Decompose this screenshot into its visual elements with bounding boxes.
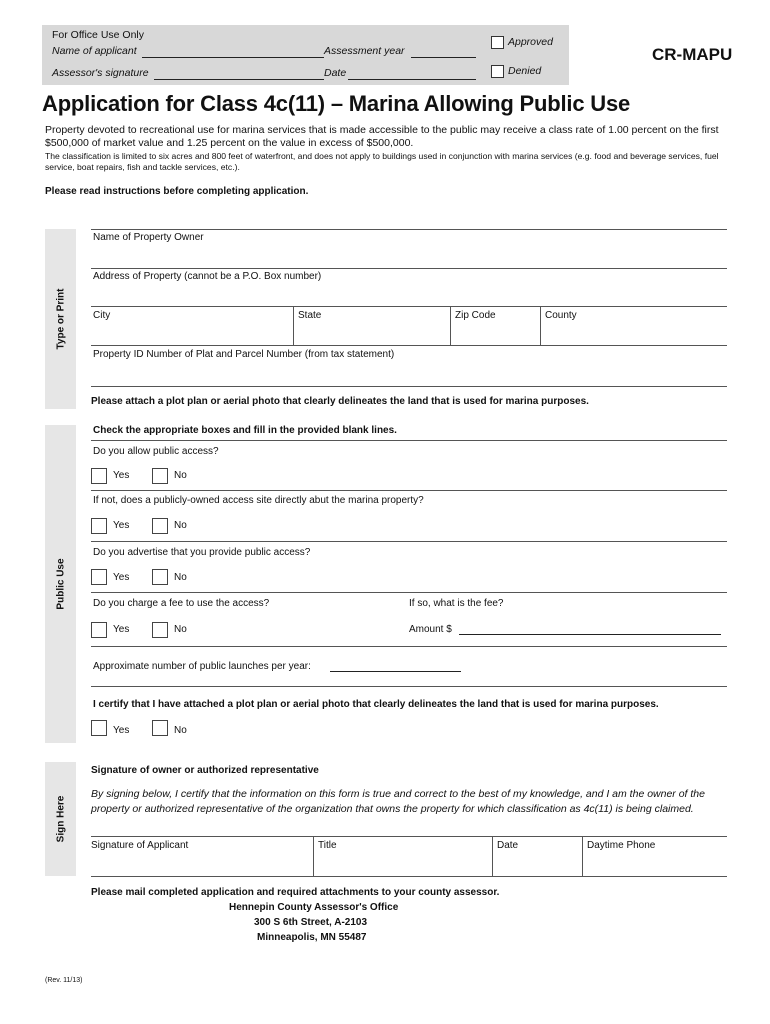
mail-line-1: Hennepin County Assessor's Office xyxy=(229,902,399,913)
attach-note: Please attach a plot plan or aerial photo that clearly delineates the land that is used for marina purposes. xyxy=(91,396,589,407)
q2-yes-label: Yes xyxy=(113,520,130,531)
office-use-box xyxy=(42,25,569,85)
title-label: Title xyxy=(318,840,337,851)
amount-field[interactable] xyxy=(459,634,721,635)
mail-instruction: Please mail completed application and required attachments to your county assessor. xyxy=(91,887,500,898)
city-label: City xyxy=(93,310,111,321)
type-or-print-tab-label: Type or Print xyxy=(55,288,66,350)
q3-yes-label: Yes xyxy=(113,572,130,583)
certification-statement: By signing below, I certify that the information on this form is true and correct to the best of my knowledge, and I am the owner of the property or authorized representative of the organization that owns the property for which classification as 4c(11) is being claimed. xyxy=(91,788,705,815)
mail-line-2: 300 S 6th Street, A-2103 xyxy=(254,917,368,928)
denied-checkbox[interactable] xyxy=(491,65,504,78)
q2-no-checkbox[interactable] xyxy=(152,518,168,534)
divider xyxy=(293,306,294,345)
address-label: Address of Property (cannot be a P.O. Box number) xyxy=(93,271,322,282)
approved-label: Approved xyxy=(508,36,553,48)
sign-here-tab-label: Sign Here xyxy=(55,795,66,843)
sign-here-tab xyxy=(45,762,76,876)
intro-paragraph: Property devoted to recreational use for marina services that is made accessible to the public may receive a class rate of 1.00 percent on the first $500,000 of market value and 1.25 percent on the value in excess of $500,000. xyxy=(45,124,719,149)
public-use-tab-label: Public Use xyxy=(55,558,66,610)
form-code: CR-MAPU xyxy=(652,45,733,64)
zip-label: Zip Code xyxy=(455,310,496,321)
city-state-zip-field[interactable] xyxy=(91,345,727,346)
q2-yes-checkbox[interactable] xyxy=(91,518,107,534)
sign-date-label: Date xyxy=(497,840,519,851)
signature-applicant-label: Signature of Applicant xyxy=(91,840,189,851)
assessment-year-label: Assessment year xyxy=(324,45,405,57)
divider xyxy=(91,646,727,647)
divider xyxy=(313,836,314,876)
revision-note: (Rev. 11/13) xyxy=(45,977,83,984)
divider xyxy=(91,541,727,542)
certify-yes-label: Yes xyxy=(113,725,130,736)
q1-yes-label: Yes xyxy=(113,470,130,481)
office-use-heading: For Office Use Only xyxy=(52,29,144,41)
amount-label: Amount $ xyxy=(409,624,452,635)
classification-note: The classification is limited to six acres and 800 feet of waterfront, and does not apply to buildings used in conjunction with marina services (e.g. food and beverage services, fuel service, boat repairs, fish and tackle services, etc.). xyxy=(45,151,719,172)
question-fee: Do you charge a fee to use the access? xyxy=(93,598,270,609)
public-use-tab xyxy=(45,425,76,743)
applicant-name-field[interactable] xyxy=(142,57,324,58)
certify-attachment: I certify that I have attached a plot plan or aerial photo that clearly delineates the land that is used for marina purposes. xyxy=(93,699,659,710)
q3-yes-checkbox[interactable] xyxy=(91,569,107,585)
instructions-note: Please read instructions before completing application. xyxy=(45,186,309,197)
q3-no-label: No xyxy=(174,572,187,583)
divider xyxy=(91,686,727,687)
divider xyxy=(492,836,493,876)
q1-yes-checkbox[interactable] xyxy=(91,468,107,484)
page-title: Application for Class 4c(11) – Marina Allowing Public Use xyxy=(42,91,631,116)
divider xyxy=(91,229,727,230)
question-fee-amount: If so, what is the fee? xyxy=(409,598,504,609)
q4-yes-label: Yes xyxy=(113,624,130,635)
assessment-year-field[interactable] xyxy=(411,57,476,58)
state-label: State xyxy=(298,310,322,321)
denied-label: Denied xyxy=(508,65,542,77)
assessor-signature-field[interactable] xyxy=(154,79,324,80)
signature-heading: Signature of owner or authorized representative xyxy=(91,765,319,776)
owner-name-label: Name of Property Owner xyxy=(93,232,204,243)
daytime-phone-label: Daytime Phone xyxy=(587,840,656,851)
q4-yes-checkbox[interactable] xyxy=(91,622,107,638)
owner-name-field[interactable] xyxy=(91,268,727,269)
certify-no-label: No xyxy=(174,725,187,736)
mail-line-3: Minneapolis, MN 55487 xyxy=(257,932,367,943)
q1-no-checkbox[interactable] xyxy=(152,468,168,484)
q1-no-label: No xyxy=(174,470,187,481)
divider xyxy=(91,440,727,441)
divider xyxy=(91,490,727,491)
divider xyxy=(540,306,541,345)
question-advertise: Do you advertise that you provide public access? xyxy=(93,547,311,558)
q2-no-label: No xyxy=(174,520,187,531)
divider xyxy=(582,836,583,876)
applicant-name-label: Name of applicant xyxy=(52,45,137,57)
q4-no-label: No xyxy=(174,624,187,635)
county-label: County xyxy=(545,310,577,321)
q3-no-checkbox[interactable] xyxy=(152,569,168,585)
launches-field[interactable] xyxy=(330,671,461,672)
property-id-label: Property ID Number of Plat and Parcel Number (from tax statement) xyxy=(93,349,395,360)
question-abutting-access: If not, does a publicly-owned access site directly abut the marina property? xyxy=(93,495,424,506)
address-field[interactable] xyxy=(91,306,727,307)
q4-no-checkbox[interactable] xyxy=(152,622,168,638)
assessor-signature-label: Assessor's signature xyxy=(52,67,149,79)
type-or-print-tab xyxy=(45,229,76,409)
office-date-field[interactable] xyxy=(348,79,476,80)
certify-no-checkbox[interactable] xyxy=(152,720,168,736)
divider xyxy=(91,592,727,593)
divider xyxy=(91,836,727,837)
launches-label: Approximate number of public launches per year: xyxy=(93,661,311,672)
property-id-field[interactable] xyxy=(91,386,727,387)
question-public-access: Do you allow public access? xyxy=(93,446,219,457)
signature-row-field[interactable] xyxy=(91,876,727,877)
office-date-label: Date xyxy=(324,67,347,79)
divider xyxy=(450,306,451,345)
approved-checkbox[interactable] xyxy=(491,36,504,49)
check-note: Check the appropriate boxes and fill in the provided blank lines. xyxy=(93,425,397,436)
certify-yes-checkbox[interactable] xyxy=(91,720,107,736)
